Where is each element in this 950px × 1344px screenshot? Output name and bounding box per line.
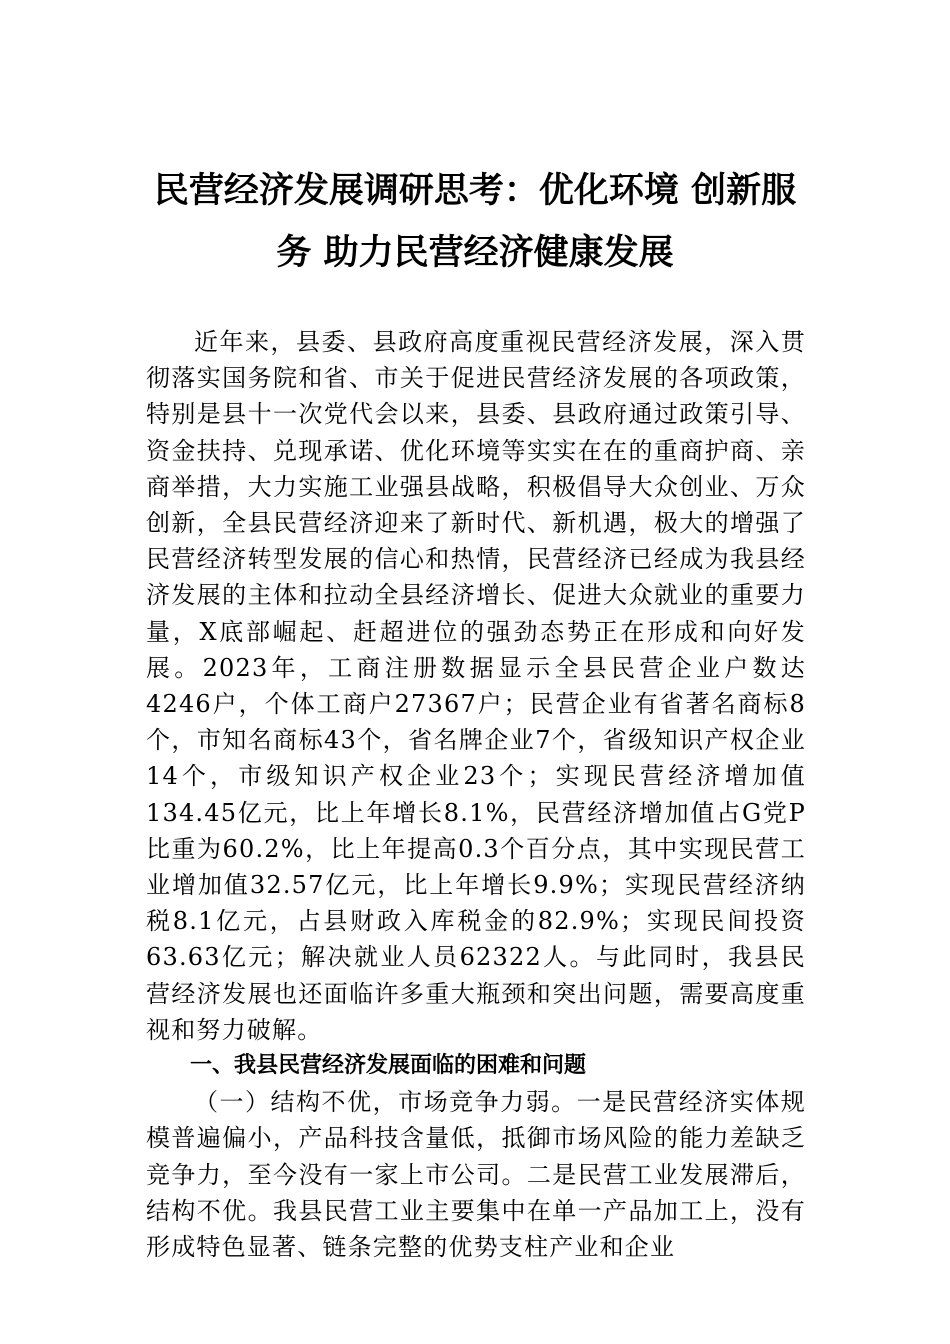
document-title: 民营经济发展调研思考：优化环境 创新服务 助力民营经济健康发展 <box>153 170 797 273</box>
section-paragraph: （一）结构不优，市场竞争力弱。一是民营经济实体规模普遍偏小，产品科技含量低，抵御市场风险的能力差缺乏竞争力，至今没有一家上市公司。二是民营工业发展滞后，结构不优。我县民营工业主要集中在单一产品加工上，没有形成特色显著、链条完整的优势支柱产业和企业 <box>146 1088 806 1262</box>
document-body <box>146 324 806 1265</box>
section-heading: 一、我县民营经济发展面临的困难和问题 <box>190 1053 587 1079</box>
intro-paragraph: 近年来，县委、县政府高度重视民营经济发展，深入贯彻落实国务院和省、市关于促进民营经济发展的各项政策，特别是县十一次党代会以来，县委、县政府通过政策引导、资金扶持、兑现承诺、优化环境等实实在在的重商护商、亲商举措，大力实施工业强县战略，积极倡导大众创业、万众创新，全县民营经济迎来了新时代、新机遇，极大的增强了民营经济转型发展的信心和热情，民营经济已经成为我县经济发展的主体和拉动全县经济增长、促进大众就业的重要力量，X底部崛起、赶超进位的强劲态势正在形成和向好发展。2023年，工商注册数据显示全县民营企业户数达4246户，个体工商户27367户；民营企业有省著名商标8个，市知名商标43个，省名牌企业7个，省级知识产权企业14个，市级知识产权企业23个；实现民营经济增加值134.45亿元，比上年增长8.1%，民营经济增加值占G党P比重为60.2%，比上年提高0.3个百分点，其中实现民营工业增加值32.57亿元，比上年增长9.9%；实现民营经济纳税8.1亿元，占县财政入库税金的82.9%；实现民间投资63.63亿元；解决就业人员62322人。与此同时，我县民营经济发展也还面临许多重大瓶颈和突出问题，需要高度重视和努力破解。 <box>146 328 806 1044</box>
